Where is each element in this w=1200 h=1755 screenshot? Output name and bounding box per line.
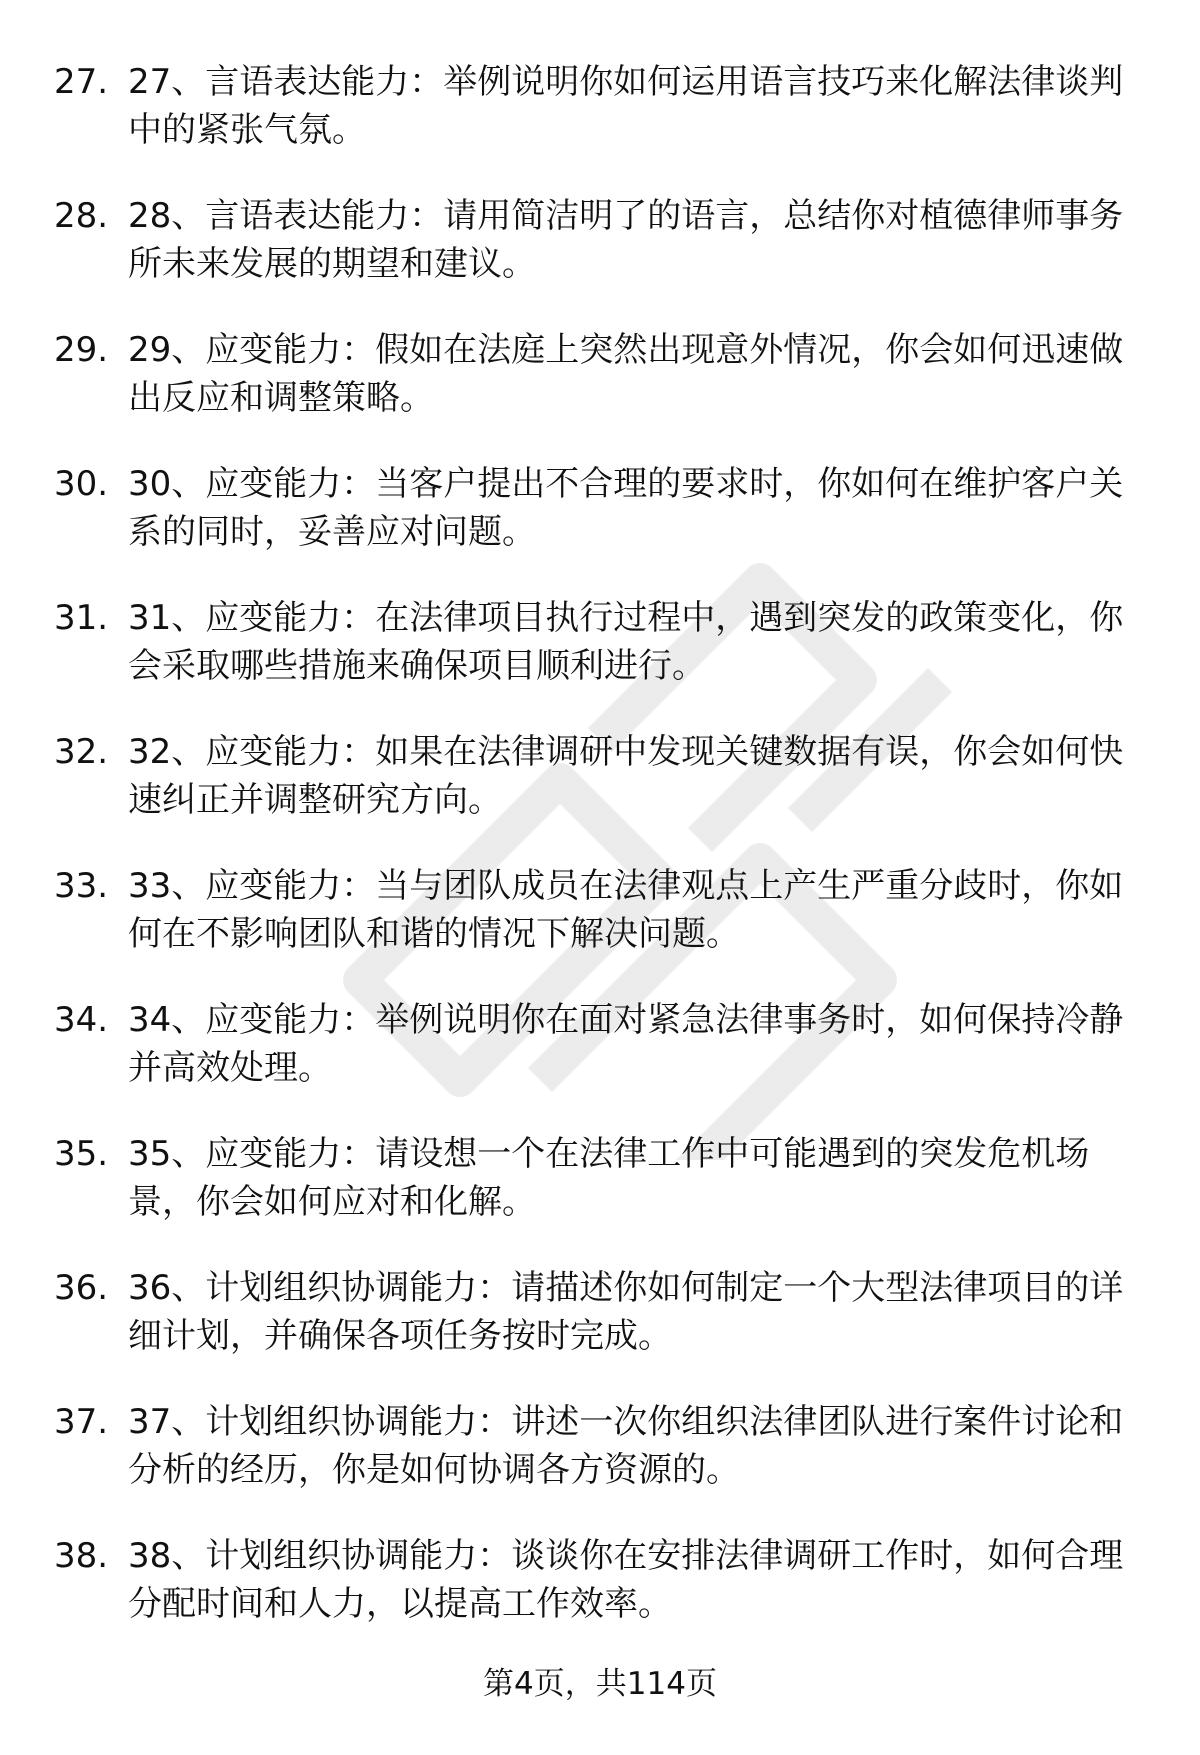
list-item xyxy=(0,996,1200,1130)
item-number: 29. xyxy=(54,330,109,370)
item-text: 29、应变能力：假如在法庭上突然出现意外情况，你会如何迅速做出反应和调整策略。 xyxy=(128,330,1124,418)
list-item xyxy=(0,862,1200,996)
item-text: 38、计划组织协调能力：谈谈你在安排法律调研工作时，如何合理分配时间和人力，以提高工作效率。 xyxy=(128,1536,1124,1624)
item-text: 33、应变能力：当与团队成员在法律观点上产生严重分歧时，你如何在不影响团队和谐的情况下解决问题。 xyxy=(128,866,1124,954)
list-item xyxy=(0,1264,1200,1398)
item-number: 31. xyxy=(54,598,109,638)
item-text: 36、计划组织协调能力：请描述你如何制定一个大型法律项目的详细计划，并确保各项任务按时完成。 xyxy=(128,1268,1124,1356)
item-text: 35、应变能力：请设想一个在法律工作中可能遇到的突发危机场景，你会如何应对和化解。 xyxy=(128,1134,1090,1222)
page-number-footer: 第4页，共114页 xyxy=(483,1666,717,1702)
list-item xyxy=(0,1398,1200,1532)
list-item xyxy=(0,1532,1200,1666)
item-text: 34、应变能力：举例说明你在面对紧急法律事务时，如何保持冷静并高效处理。 xyxy=(128,1000,1124,1088)
item-number: 27. xyxy=(54,62,109,102)
question-list xyxy=(0,58,1200,1666)
item-number: 36. xyxy=(54,1268,109,1308)
item-text: 30、应变能力：当客户提出不合理的要求时，你如何在维护客户关系的同时，妥善应对问题。 xyxy=(128,464,1124,552)
list-item xyxy=(0,192,1200,326)
list-item xyxy=(0,1130,1200,1264)
item-text: 37、计划组织协调能力：讲述一次你组织法律团队进行案件讨论和分析的经历，你是如何协调各方资源的。 xyxy=(128,1402,1124,1490)
item-number: 37. xyxy=(54,1402,109,1442)
item-text: 27、言语表达能力：举例说明你如何运用语言技巧来化解法律谈判中的紧张气氛。 xyxy=(128,62,1124,150)
item-number: 32. xyxy=(54,732,109,772)
list-item xyxy=(0,460,1200,594)
list-item xyxy=(0,326,1200,460)
item-text: 31、应变能力：在法律项目执行过程中，遇到突发的政策变化，你会采取哪些措施来确保项目顺利进行。 xyxy=(128,598,1124,686)
list-item xyxy=(0,728,1200,862)
item-text: 28、言语表达能力：请用简洁明了的语言，总结你对植德律师事务所未来发展的期望和建议。 xyxy=(128,196,1124,284)
item-number: 30. xyxy=(54,464,109,504)
item-number: 33. xyxy=(54,866,109,906)
item-number: 28. xyxy=(54,196,109,236)
item-text: 32、应变能力：如果在法律调研中发现关键数据有误，你会如何快速纠正并调整研究方向。 xyxy=(128,732,1124,820)
item-number: 38. xyxy=(54,1536,109,1576)
list-item xyxy=(0,594,1200,728)
list-item xyxy=(0,58,1200,192)
item-number: 35. xyxy=(54,1134,109,1174)
item-number: 34. xyxy=(54,1000,109,1040)
